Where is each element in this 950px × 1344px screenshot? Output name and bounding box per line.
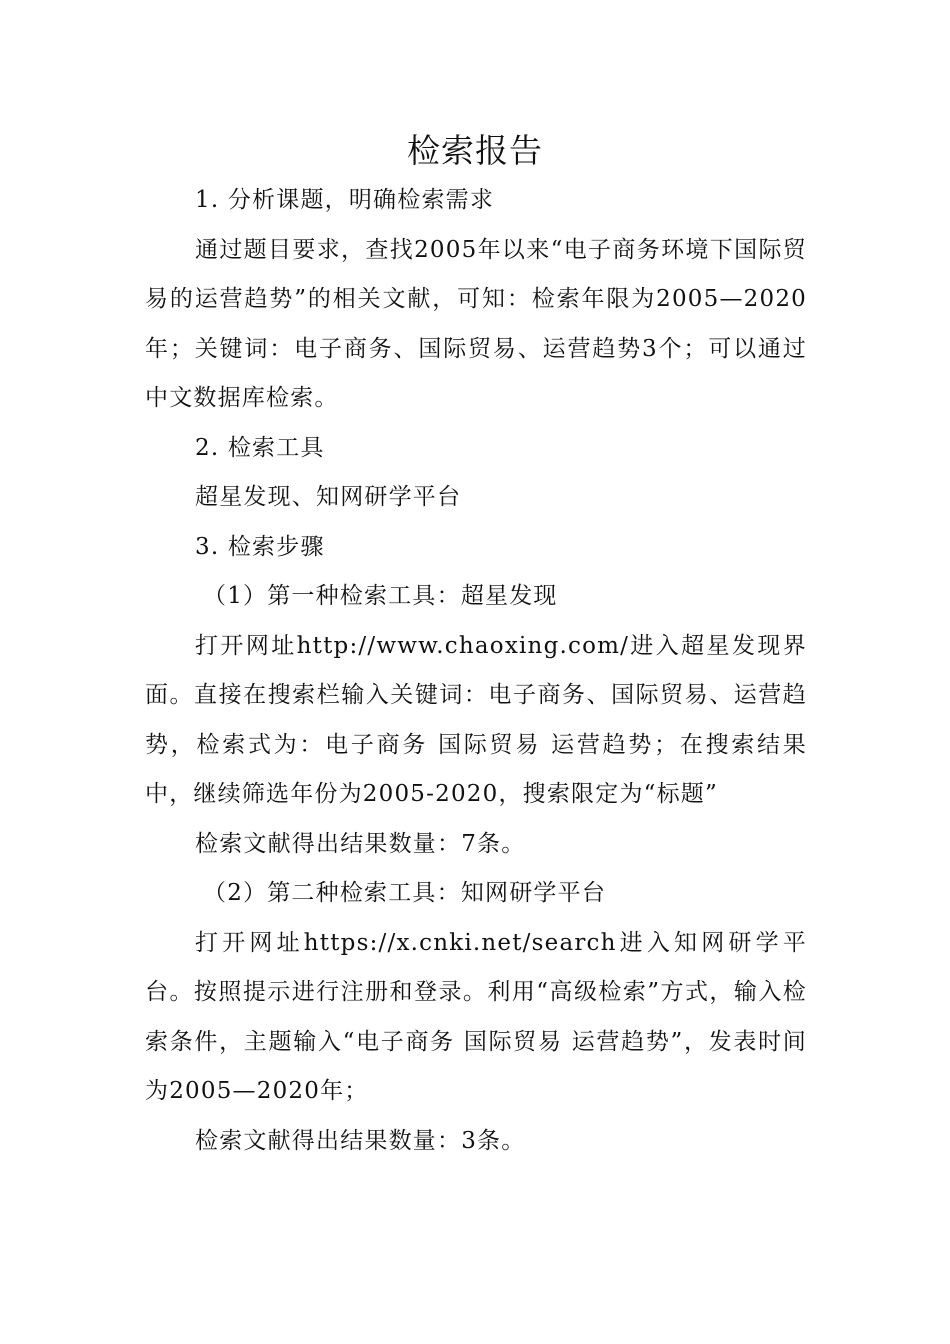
document-body: [145, 176, 807, 1166]
paragraph-cnki-steps: 打开网址https://x.cnki.net/search进入知网研学平台。按照提示进行注册和登录。利用“高级检索”方式，输入检索条件，主题输入“电子商务 国际贸易 运营趋势”，发表时间为2005—2020年；: [145, 929, 807, 1104]
paragraph-tools: 超星发现、知网研学平台: [195, 484, 462, 510]
subheading-chaoxing: （1）第一种检索工具：超星发现: [203, 583, 558, 609]
paragraph-chaoxing-steps: 打开网址http://www.chaoxing.com/进入超星发现界面。直接在搜索栏输入关键词：电子商务、国际贸易、运营趋势，检索式为：电子商务 国际贸易 运营趋势；在搜索结果中，继续筛选年份为2005-2020，搜索限定为“标题”: [145, 632, 807, 807]
section-heading-steps: 3. 检索步骤: [195, 533, 325, 560]
paragraph-requirements: 通过题目要求，查找2005年以来“电子商务环境下国际贸易的运营趋势”的相关文献，可知：检索年限为2005—2020年；关键词：电子商务、国际贸易、运营趋势3个；可以通过中文数据库检索。: [145, 236, 807, 411]
paragraph-cnki-result: 检索文献得出结果数量：3条。: [195, 1127, 526, 1154]
subheading-cnki: （2）第二种检索工具：知网研学平台: [203, 880, 607, 906]
document-title: 检索报告: [407, 131, 543, 170]
paragraph-chaoxing-result: 检索文献得出结果数量：7条。: [195, 830, 526, 857]
section-heading-analysis: 1. 分析课题，明确检索需求: [195, 187, 495, 213]
section-heading-tools: 2. 检索工具: [195, 434, 325, 461]
